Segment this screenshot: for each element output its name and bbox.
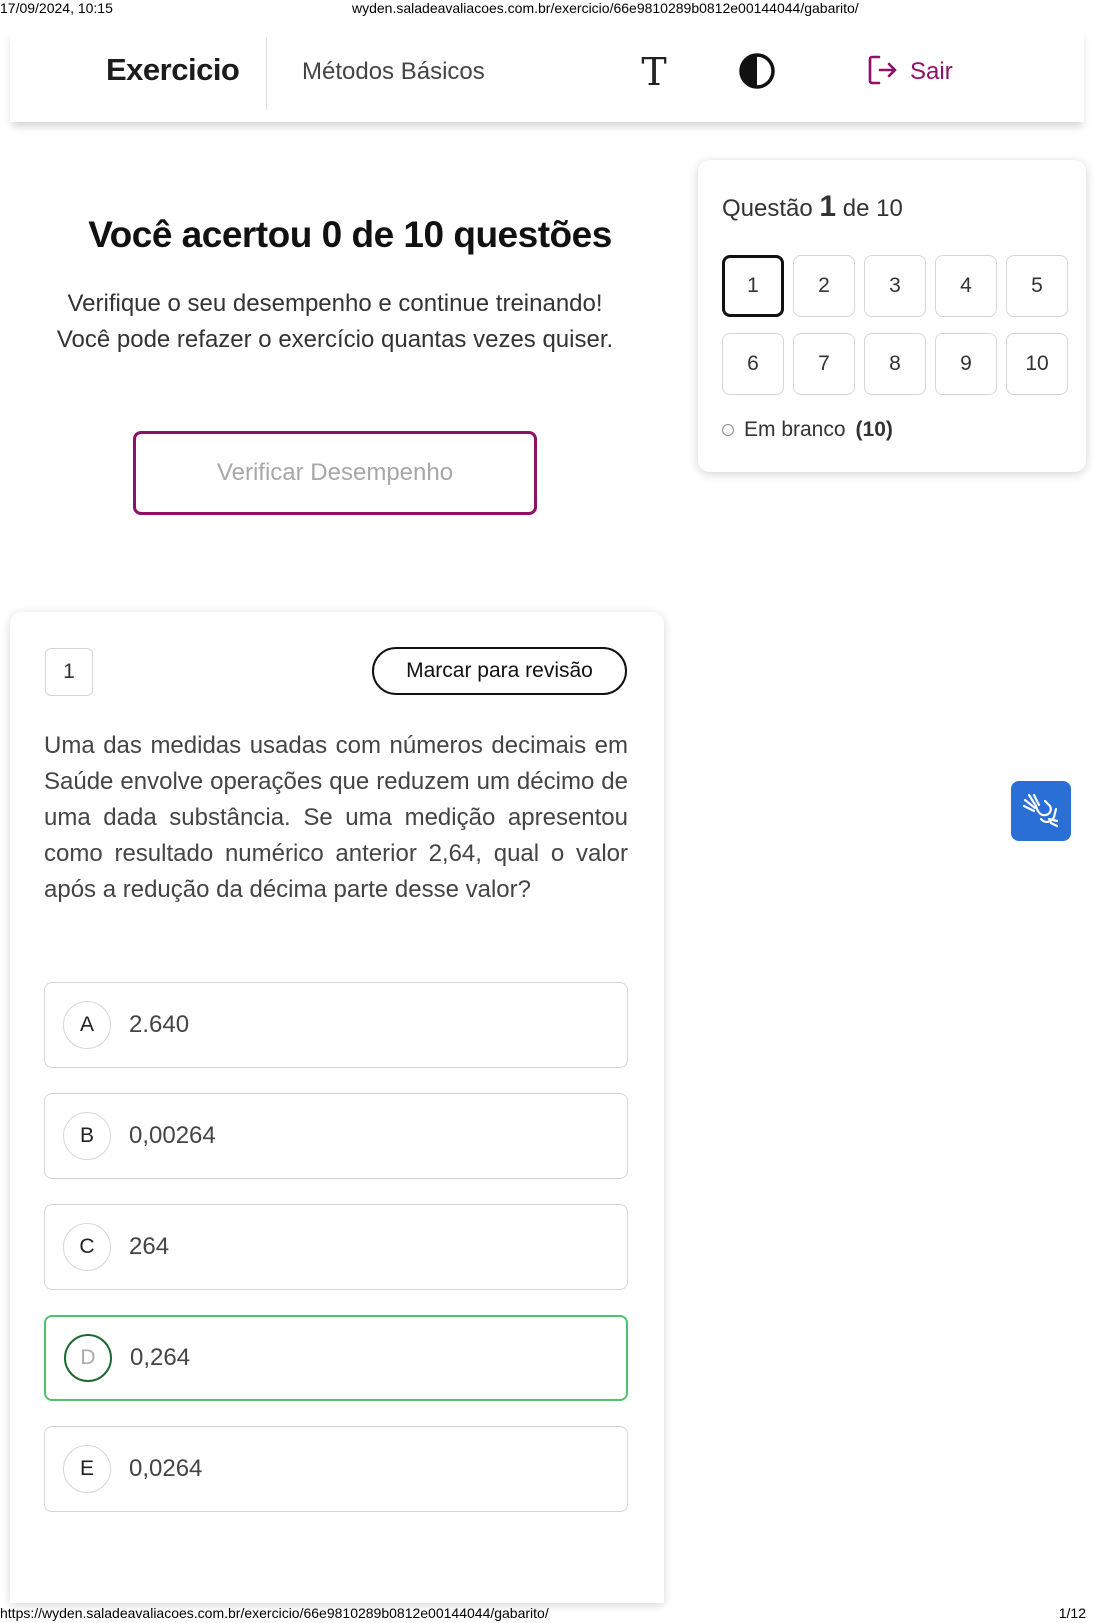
option-letter: A: [63, 1001, 111, 1049]
question-button-8[interactable]: 8: [864, 333, 926, 395]
question-grid: [722, 255, 1068, 395]
brand-title: Exercicio: [106, 52, 240, 87]
circle-icon: [722, 424, 734, 436]
navigator-title-suffix: de 10: [842, 195, 903, 222]
question-button-7[interactable]: 7: [793, 333, 855, 395]
option-letter: E: [63, 1445, 111, 1493]
question-number-badge: 1: [45, 648, 93, 696]
option-b[interactable]: [44, 1093, 628, 1179]
print-footer-url: https://wyden.saladeavaliacoes.com.br/exercicio/66e9810289b0812e00144044/gabarito/: [0, 1605, 549, 1621]
option-a[interactable]: [44, 982, 628, 1068]
option-text: 264: [129, 1233, 170, 1260]
option-text: 0,0264: [129, 1455, 203, 1482]
blank-status: [722, 418, 893, 442]
logout-label: Sair: [910, 58, 953, 85]
blank-label: Em branco: [744, 418, 846, 441]
option-letter: C: [63, 1223, 111, 1271]
logout-button[interactable]: [866, 52, 953, 92]
sign-language-button[interactable]: [1011, 781, 1071, 841]
option-text: 0,264: [130, 1344, 191, 1371]
option-c[interactable]: [44, 1204, 628, 1290]
question-button-10[interactable]: 10: [1006, 333, 1068, 395]
sign-language-icon: [1021, 789, 1061, 834]
option-letter: B: [63, 1112, 111, 1160]
font-size-icon[interactable]: T: [641, 50, 667, 94]
question-text: Uma das medidas usadas com números decimais em Saúde envolve operações que reduzem um décimo de uma dada substância. Se uma medição apresentou como resultado numérico anterior 2,64, qual o valor após a redução da décima parte desse valor?: [44, 732, 628, 903]
result-summary: [30, 214, 670, 256]
navigator-title: [722, 190, 903, 224]
nav-divider: [266, 38, 267, 110]
question-button-4[interactable]: 4: [935, 255, 997, 317]
mark-for-review-button[interactable]: Marcar para revisão: [372, 647, 627, 695]
logout-icon: [866, 53, 900, 92]
question-button-3[interactable]: 3: [864, 255, 926, 317]
result-title: Você acertou 0 de 10 questões: [88, 214, 612, 255]
question-button-6[interactable]: 6: [722, 333, 784, 395]
option-text: 0,00264: [129, 1122, 216, 1149]
option-e[interactable]: [44, 1426, 628, 1512]
result-message: Verifique o seu desempenho e continue treinando! Você pode refazer o exercício quantas vezes quiser.: [56, 290, 614, 353]
print-page-number: 1/12: [1058, 1605, 1086, 1621]
option-letter: D: [64, 1334, 112, 1382]
option-text: 2.640: [129, 1011, 190, 1038]
question-card: [10, 612, 664, 1603]
exercise-subject: Métodos Básicos: [302, 58, 485, 85]
question-button-5[interactable]: 5: [1006, 255, 1068, 317]
verify-performance-button[interactable]: Verificar Desempenho: [133, 431, 537, 515]
navigator-current-number: 1: [819, 190, 837, 223]
blank-count: (10): [855, 418, 893, 441]
question-button-9[interactable]: 9: [935, 333, 997, 395]
question-navigator: [698, 160, 1086, 472]
navigator-title-prefix: Questão: [722, 195, 813, 222]
print-header: [0, 0, 1094, 18]
option-d-correct[interactable]: [44, 1315, 628, 1401]
question-button-2[interactable]: 2: [793, 255, 855, 317]
print-url: wyden.saladeavaliacoes.com.br/exercicio/66e9810289b0812e00144044/gabarito/: [352, 0, 859, 16]
question-button-1[interactable]: 1: [722, 255, 784, 317]
print-footer: [0, 1603, 1094, 1623]
top-navbar: [10, 30, 1084, 122]
contrast-icon[interactable]: [738, 52, 776, 90]
print-date: 17/09/2024, 10:15: [0, 0, 113, 16]
